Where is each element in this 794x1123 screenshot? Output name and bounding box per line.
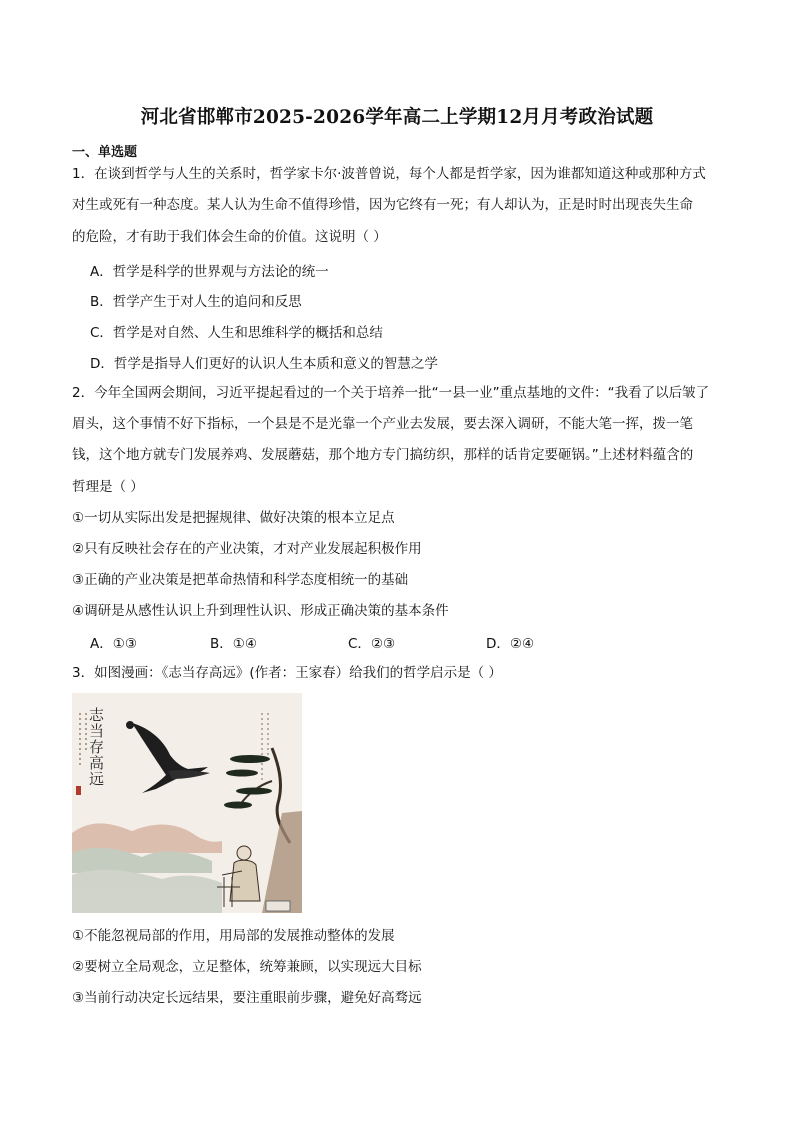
q3-statement-2: ②要树立全局观念，立足整体，统筹兼顾，以实现远大目标 bbox=[72, 959, 422, 975]
q2-statement-4: ④调研是从感性认识上升到理性认识、形成正确决策的基本条件 bbox=[72, 603, 449, 619]
q3-statement-3: ③当前行动决定长远结果，要注重眼前步骤，避免好高骛远 bbox=[72, 990, 422, 1006]
cartoon-painting bbox=[72, 693, 302, 913]
q2-choice-c: C．②③ bbox=[348, 636, 396, 652]
q2-choice-d: D．②④ bbox=[486, 636, 535, 652]
q2-stem-line-3: 钱，这个地方就专门发展养鸡、发展蘑菇，那个地方专门搞纺织，那样的话肯定要砸锅。”上述材料蕴含的 bbox=[72, 447, 694, 463]
q3-stem: 3．如图漫画：《志当存高远》(作者：王家春）给我们的哲学启示是（ ） bbox=[72, 665, 502, 681]
q2-stem-line-2: 眉头，这个事情不好下指标，一个县是不是光靠一个产业去发展，要去深入调研，不能大笔一挥，拨一笔 bbox=[72, 416, 693, 432]
q1-option-a: A．哲学是科学的世界观与方法论的统一 bbox=[90, 264, 329, 280]
q1-stem-line-1: 1．在谈到哲学与人生的关系时，哲学家卡尔·波普曾说，每个人都是哲学家，因为谁都知道这种或那种方式 bbox=[72, 166, 706, 182]
q2-stem-line-1: 2．今年全国两会期间，习近平提起看过的一个关于培养一批“一县一业”重点基地的文件：“我看了以后皱了 bbox=[72, 385, 710, 401]
exam-title: 河北省邯郸市2025-2026学年高二上学期12月月考政治试题 bbox=[140, 107, 654, 128]
q1-option-d: D．哲学是指导人们更好的认识人生本质和意义的智慧之学 bbox=[90, 356, 438, 372]
section-heading: 一、单选题 bbox=[72, 145, 138, 160]
q1-stem-line-2: 对生或死有一种态度。某人认为生命不值得珍惜，因为它终有一死；有人却认为，正是时时出现丧失生命 bbox=[72, 197, 693, 213]
q2-stem-line-4: 哲理是（ ） bbox=[72, 479, 144, 495]
q2-statement-3: ③正确的产业决策是把革命热情和科学态度相统一的基础 bbox=[72, 572, 409, 588]
q3-statement-1: ①不能忽视局部的作用，用局部的发展推动整体的发展 bbox=[72, 928, 395, 944]
q1-option-c: C．哲学是对自然、人生和思维科学的概括和总结 bbox=[90, 325, 383, 341]
q2-statement-1: ①一切从实际出发是把握规律、做好决策的根本立足点 bbox=[72, 510, 395, 526]
q2-choice-b: B．①④ bbox=[210, 636, 257, 652]
artwork-title-text: 志当存高远 bbox=[87, 707, 105, 787]
q1-option-b: B．哲学产生于对人生的追问和反思 bbox=[90, 294, 302, 310]
q2-statement-2: ②只有反映社会存在的产业决策，才对产业发展起积极作用 bbox=[72, 541, 422, 557]
q1-stem-line-3: 的危险，才有助于我们体会生命的价值。这说明（ ） bbox=[72, 229, 387, 245]
q2-choice-a: A．①③ bbox=[90, 636, 137, 652]
